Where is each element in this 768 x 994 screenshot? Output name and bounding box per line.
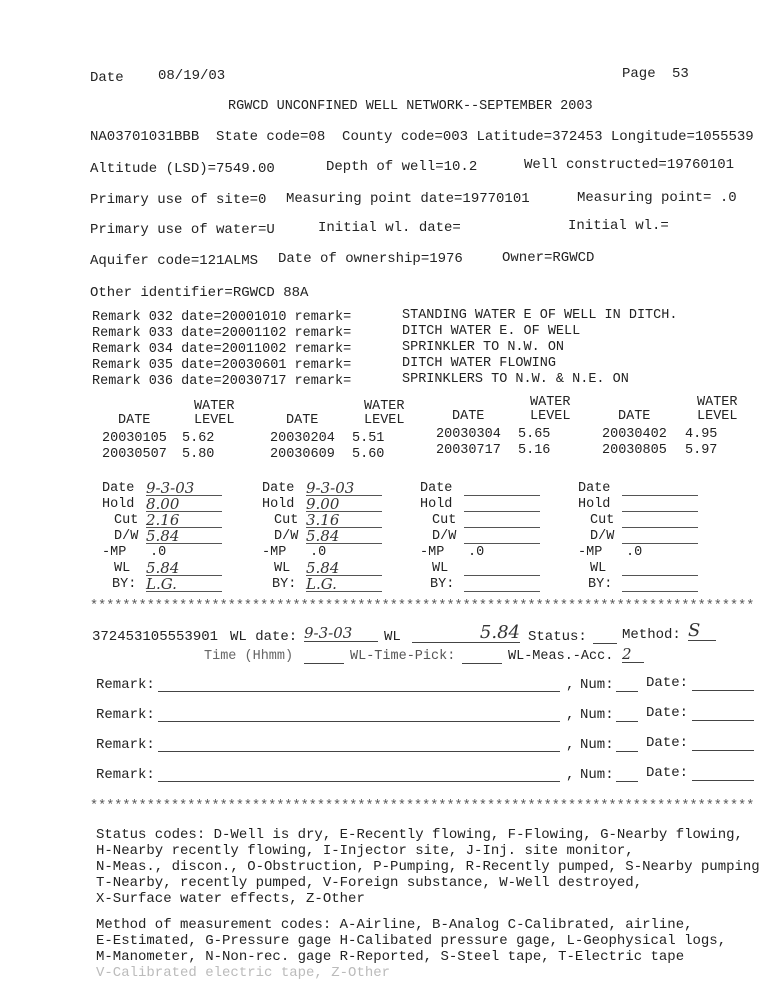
time-label: Time (Hhmm) [204,649,294,664]
date-label: Date: [646,765,689,781]
card-label-hold: Hold [420,497,453,512]
card-field[interactable] [464,497,540,512]
remark-text: SPRINKLER TO N.W. ON [402,340,565,355]
page-number: 53 [672,66,689,82]
num-field[interactable] [616,767,638,782]
level-value: 4.95 [685,427,718,442]
date-of-ownership: Date of ownership=1976 [278,251,463,267]
card-field[interactable] [622,529,698,544]
card-label-date: Date [420,481,453,496]
wl-field[interactable]: 5.84 [412,624,520,643]
remark-form-label: Remark: [96,737,155,753]
card-label-hold: Hold [262,497,295,512]
card-mp-value: .0 [150,545,167,560]
remark-meta: Remark 032 date=20001010 remark= [92,310,352,325]
card-label-dw: D/W [274,529,299,544]
remark-form-label: Remark: [96,707,155,723]
site-id-line: NA03701031BBB State code=08 County code=003 Latitude=372453 Longitude=1055539 [90,129,754,145]
date-field[interactable] [692,676,754,691]
date-label: Date [90,70,124,86]
date-field[interactable] [692,706,754,721]
remark-meta: Remark 034 date=20011002 remark= [92,342,352,357]
card-field[interactable]: 3.16 [306,513,382,528]
wl-meas-acc-label: WL-Meas.-Acc. [508,649,614,664]
remark-text: STANDING WATER E OF WELL IN DITCH. [402,308,678,323]
level-value: 5.80 [182,447,215,462]
remark-meta: Remark 035 date=20030601 remark= [92,358,352,373]
measuring-point-date: Measuring point date=19770101 [286,191,530,207]
card-field[interactable] [622,497,698,512]
card-field[interactable]: 5.84 [306,561,382,576]
date-label: Date: [646,735,689,751]
remark-form-field[interactable] [158,737,560,752]
method-code-line: Method of measurement codes: A-Airline, B-Analog C-Calibrated, airline, [96,917,693,933]
well-constructed: Well constructed=19760101 [524,157,735,173]
print-date: 08/19/03 [158,68,226,84]
card-label-wl: WL [114,561,131,576]
date-label: Date: [646,675,689,691]
num-label: Num: [580,707,614,723]
page-label: Page [622,66,656,82]
method-code-line: M-Manometer, N-Non-rec. gage R-Reported, S-Steel tape, T-Electric tape [96,949,685,965]
method-code-line: V-Calibrated electric tape, Z-Other [96,965,391,981]
card-label-by: BY: [588,577,613,592]
card-label-by: BY: [112,577,137,592]
card-label-hold: Hold [102,497,135,512]
card-field[interactable] [464,577,540,592]
card-mp-value: .0 [468,545,485,560]
level-value: 5.97 [685,443,718,458]
comma: , [566,737,575,753]
owner: Owner=RGWCD [502,250,595,266]
well-depth: Depth of well=10.2 [326,159,478,175]
card-field[interactable]: L.G. [146,577,222,592]
card-field[interactable] [464,529,540,544]
card-field[interactable]: 5.84 [306,529,382,544]
level-date: 20030304 [436,427,501,442]
level-value: 5.60 [352,447,385,462]
card-field[interactable] [622,577,698,592]
wl-date-label: WL date: [230,629,298,645]
primary-use-water: Primary use of water=U [90,222,275,238]
comma: , [566,677,575,693]
card-label-cut: Cut [274,513,299,528]
card-label-date: Date [102,481,135,496]
header-level: LEVEL [697,409,738,424]
level-date: 20030805 [602,443,667,458]
card-label-date: Date [262,481,295,496]
aquifer-code: Aquifer code=121ALMS [90,253,259,269]
date-field[interactable] [692,736,754,751]
level-date: 20030402 [602,427,667,442]
remark-form-field[interactable] [158,707,560,722]
separator-stars-2: ********************************************************************************** [90,799,755,814]
level-value: 5.65 [518,427,551,442]
header-level: LEVEL [530,409,571,424]
level-date: 20030204 [270,431,335,446]
num-label: Num: [580,737,614,753]
wl-time-pick-label: WL-Time-Pick: [350,649,456,664]
header-water: WATER [364,399,405,414]
card-field[interactable]: L.G. [306,577,382,592]
card-label-by: BY: [272,577,297,592]
num-field[interactable] [616,737,638,752]
time-field[interactable] [304,650,344,664]
header-date: DATE [118,413,151,428]
altitude: Altitude (LSD)=7549.00 [90,161,275,177]
card-field[interactable] [622,481,698,496]
document-title: RGWCD UNCONFINED WELL NETWORK--SEPTEMBER 2003 [228,99,593,114]
card-mp-value: .0 [626,545,643,560]
status-code-line: N-Meas., discon., O-Obstruction, P-Pumping, R-Recently pumped, S-Nearby pumping [96,859,760,875]
level-value: 5.16 [518,443,551,458]
card-field[interactable]: 9.00 [306,497,382,512]
level-date: 20030717 [436,443,501,458]
remark-text: DITCH WATER FLOWING [402,356,556,371]
remark-form-field[interactable] [158,767,560,782]
card-label-date: Date [578,481,611,496]
header-date: DATE [618,409,651,424]
method-code-line: E-Estimated, G-Pressure gage H-Calibated pressure gage, L-Geophysical logs, [96,933,727,949]
date-field[interactable] [692,766,754,781]
card-field[interactable] [622,513,698,528]
remark-text: SPRINKLERS TO N.W. & N.E. ON [402,372,629,387]
method-field[interactable]: S [688,622,716,641]
level-value: 5.62 [182,431,215,446]
header-water: WATER [194,399,235,414]
card-field[interactable]: 9-3-03 [146,481,222,496]
card-label-dw: D/W [114,529,139,544]
card-label-wl: WL [274,561,291,576]
status-code-line: H-Nearby recently flowing, I-Injector site, J-Inj. site monitor, [96,843,634,859]
num-field[interactable] [616,707,638,722]
card-label-cut: Cut [114,513,139,528]
card-label-by: BY: [430,577,455,592]
header-water: WATER [697,395,738,410]
card-field[interactable]: 2.16 [146,513,222,528]
wl-time-pick-field[interactable] [462,650,502,664]
wl-meas-acc-field[interactable]: 2 [622,647,644,663]
card-label-wl: WL [432,561,449,576]
primary-use-site: Primary use of site=0 [90,192,267,208]
remark-form-field[interactable] [158,677,560,692]
initial-wl-date: Initial wl. date= [318,220,461,236]
header-level: LEVEL [194,413,235,428]
card-field[interactable]: 5.84 [146,529,222,544]
card-label-mp: -MP [578,545,603,560]
measuring-point: Measuring point= .0 [577,190,737,206]
card-label-wl: WL [590,561,607,576]
date-label: Date: [646,705,689,721]
status-field[interactable] [593,630,617,644]
remark-form-label: Remark: [96,767,155,783]
status-code-line: X-Surface water effects, Z-Other [96,891,365,907]
status-code-line: T-Nearby, recently pumped, V-Foreign substance, W-Well destroyed, [96,875,643,891]
card-label-cut: Cut [590,513,615,528]
card-label-mp: -MP [420,545,445,560]
header-water: WATER [530,395,571,410]
comma: , [566,707,575,723]
num-label: Num: [580,677,614,693]
status-label: Status: [528,629,587,645]
header-level: LEVEL [364,413,405,428]
level-value: 5.51 [352,431,385,446]
status-code-line: Status codes: D-Well is dry, E-Recently flowing, F-Flowing, G-Nearby flowing, [96,827,743,843]
site-number: 372453105553901 [92,629,219,645]
level-date: 20030609 [270,447,335,462]
header-date: DATE [452,409,485,424]
card-label-hold: Hold [578,497,611,512]
level-date: 20030105 [102,431,167,446]
card-field[interactable] [464,561,540,576]
card-field[interactable]: 8.00 [146,497,222,512]
card-field[interactable]: 5.84 [146,561,222,576]
initial-wl: Initial wl.= [568,218,669,234]
remark-form-label: Remark: [96,677,155,693]
card-label-mp: -MP [262,545,287,560]
num-label: Num: [580,767,614,783]
num-field[interactable] [616,677,638,692]
wl-label: WL [384,629,401,645]
card-field[interactable] [464,481,540,496]
card-label-dw: D/W [590,529,615,544]
remark-text: DITCH WATER E. OF WELL [402,324,581,339]
card-label-dw: D/W [432,529,457,544]
other-identifier: Other identifier=RGWCD 88A [90,285,309,301]
method-label: Method: [622,627,681,643]
comma: , [566,767,575,783]
header-date: DATE [286,413,319,428]
remark-meta: Remark 033 date=20001102 remark= [92,326,352,341]
card-mp-value: .0 [310,545,327,560]
card-field[interactable]: 9-3-03 [306,481,382,496]
level-date: 20030507 [102,447,167,462]
card-label-cut: Cut [432,513,457,528]
card-label-mp: -MP [102,545,127,560]
wl-date-field[interactable]: 9-3-03 [304,626,378,642]
card-field[interactable] [622,561,698,576]
separator-stars: ********************************************************************************** [90,599,755,614]
card-field[interactable] [464,513,540,528]
remark-meta: Remark 036 date=20030717 remark= [92,374,352,389]
